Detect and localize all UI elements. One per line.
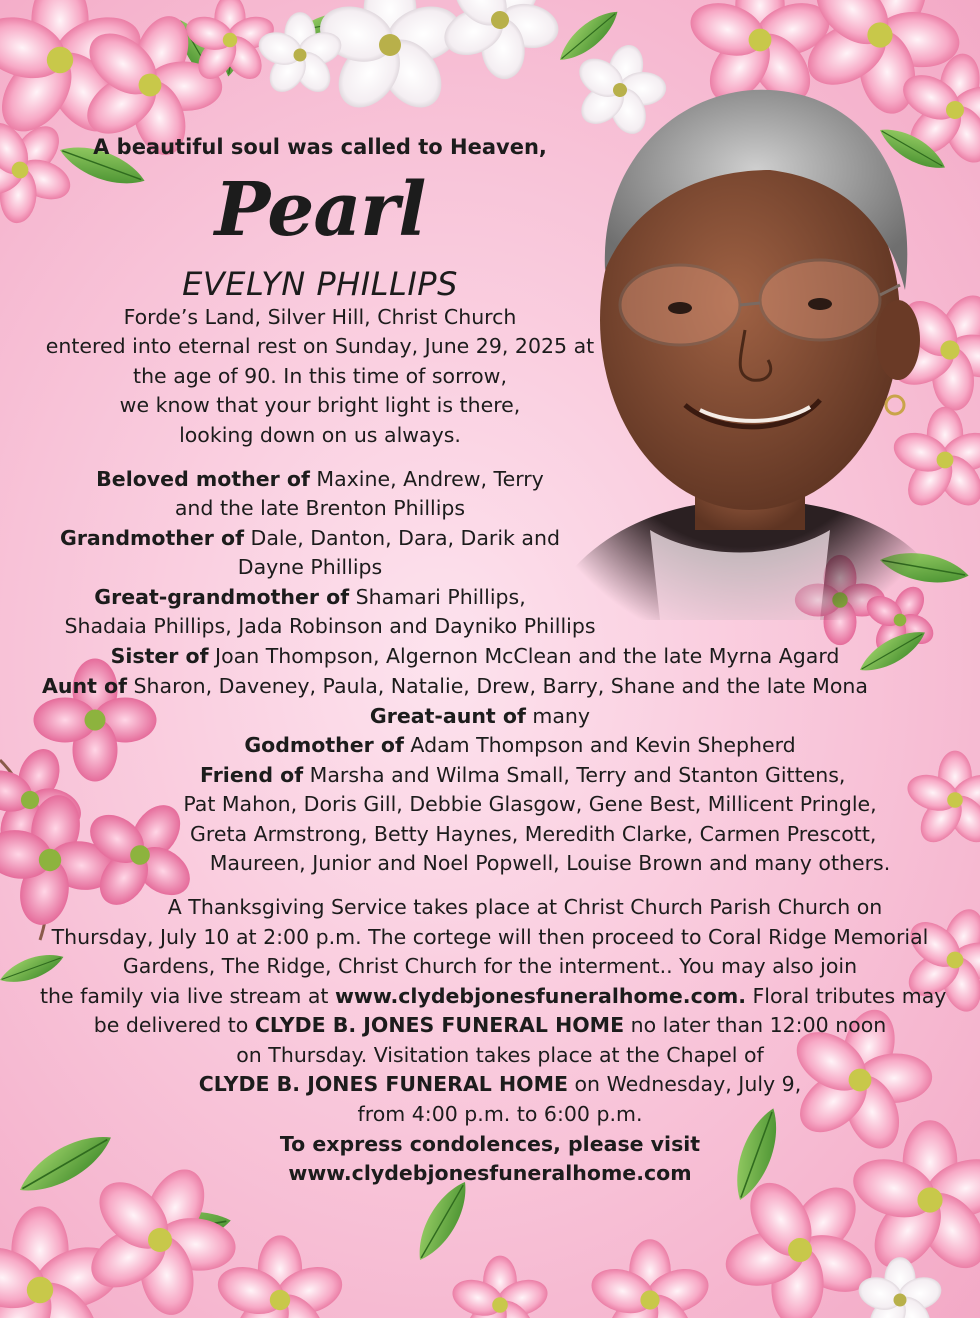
condolence-label: [250, 1130, 730, 1160]
relation-label: Beloved mother of: [96, 467, 310, 491]
service-line: [250, 1100, 750, 1130]
announcement-text: the age of 90. In this time of sorrow,: [133, 364, 507, 388]
relation-line: [190, 849, 910, 879]
announcement-line: [40, 362, 600, 392]
service-line: [40, 923, 940, 953]
surname-heading: EVELYN PHILLIPS: [182, 265, 458, 303]
relation-names: Shamari Phillips,: [349, 585, 526, 609]
condolence-url: [250, 1159, 730, 1189]
relation-line: [110, 642, 840, 672]
service-text: from 4:00 p.m. to 6:00 p.m.: [357, 1102, 643, 1126]
relation-line: [40, 672, 870, 702]
condolence-label-text: To express condolences, please visit: [279, 1132, 701, 1156]
relation-line: [300, 702, 660, 732]
relation-names: Pat Mahon, Doris Gill, Debbie Glasgow, Gene Best, Millicent Pringle,: [183, 792, 877, 816]
relation-line: [50, 494, 590, 524]
relation-names: Greta Armstrong, Betty Haynes, Meredith Clarke, Carmen Prescott,: [190, 822, 877, 846]
announcement-text: looking down on us always.: [179, 423, 461, 447]
relation-label: Great-grandmother of: [94, 585, 350, 609]
relation-label: Sister of: [110, 644, 209, 668]
relation-names: Shadaia Phillips, Jada Robinson and Dayniko Phillips: [64, 614, 596, 638]
service-text: Thursday, July 10 at 2:00 p.m. The cortege will then proceed to Coral Ridge Memorial: [51, 925, 929, 949]
announcement-text: we know that your bright light is there,: [119, 393, 521, 417]
service-text: Gardens, The Ridge, Christ Church for the interment.. You may also join: [122, 954, 858, 978]
relation-line: [30, 583, 590, 613]
relation-line: [30, 612, 630, 642]
relation-names: many: [525, 704, 591, 728]
relation-names: Maureen, Junior and Noel Popwell, Louise Brown and many others.: [209, 851, 891, 875]
service-line: [60, 1011, 920, 1041]
relation-line: [190, 820, 877, 850]
relation-names: Dayne Phillips: [237, 555, 383, 579]
service-text: on Thursday. Visitation takes place at the Chapel of: [236, 1043, 764, 1067]
service-bold: CLYDE B. JONES FUNERAL HOME: [254, 1013, 625, 1037]
condolence-url-text: www.clydebjonesfuneralhome.com: [288, 1161, 692, 1185]
announcement-line: [40, 303, 600, 333]
service-text: the family via live stream at: [40, 984, 335, 1008]
intro-line: A beautiful soul was called to Heaven,: [93, 135, 547, 159]
service-bold: www.clydebjonesfuneralhome.com.: [334, 984, 746, 1008]
service-bold: CLYDE B. JONES FUNERAL HOME: [198, 1072, 568, 1096]
service-line: [150, 893, 900, 923]
relation-names: and the late Brenton Phillips: [174, 496, 466, 520]
service-text: no later than 12:00 noon: [624, 1013, 887, 1037]
relation-names: Dale, Danton, Dara, Darik and: [244, 526, 560, 550]
relation-names: Adam Thompson and Kevin Shepherd: [403, 733, 796, 757]
announcement-line: [40, 391, 600, 421]
announcement-text: Forde’s Land, Silver Hill, Christ Church: [123, 305, 517, 329]
service-line: [150, 1041, 850, 1071]
relation-names: Joan Thompson, Algernon McClean and the late Myrna Agard: [208, 644, 840, 668]
relation-line: [30, 553, 590, 583]
relation-names: Marsha and Wilma Small, Terry and Stanton Gittens,: [303, 763, 846, 787]
announcement-line: [40, 332, 600, 362]
service-line: [150, 1070, 850, 1100]
relation-line: [230, 731, 810, 761]
announcement-line: [40, 421, 600, 451]
service-text: Floral tributes may: [745, 984, 947, 1008]
service-text: A Thanksgiving Service takes place at Christ Church Parish Church on: [167, 895, 883, 919]
relation-label: Great-aunt of: [369, 704, 526, 728]
relation-label: Aunt of: [42, 674, 128, 698]
service-text: on Wednesday, July 9,: [568, 1072, 802, 1096]
service-line: [60, 952, 920, 982]
relation-label: Grandmother of: [60, 526, 245, 550]
relation-line: [50, 465, 590, 495]
service-text: be delivered to: [93, 1013, 255, 1037]
relation-line: [170, 790, 890, 820]
relation-names: Maxine, Andrew, Terry: [309, 467, 544, 491]
service-line: [40, 982, 947, 1012]
relation-names: Sharon, Daveney, Paula, Natalie, Drew, Barry, Shane and the late Mona: [127, 674, 868, 698]
announcement-text: entered into eternal rest on Sunday, June 29, 2025 at: [45, 334, 595, 358]
relation-label: Godmother of: [244, 733, 404, 757]
relation-line: [30, 524, 590, 554]
relation-label: Friend of: [200, 763, 304, 787]
first-name-heading: Pearl: [214, 167, 426, 253]
relation-line: [200, 761, 846, 791]
